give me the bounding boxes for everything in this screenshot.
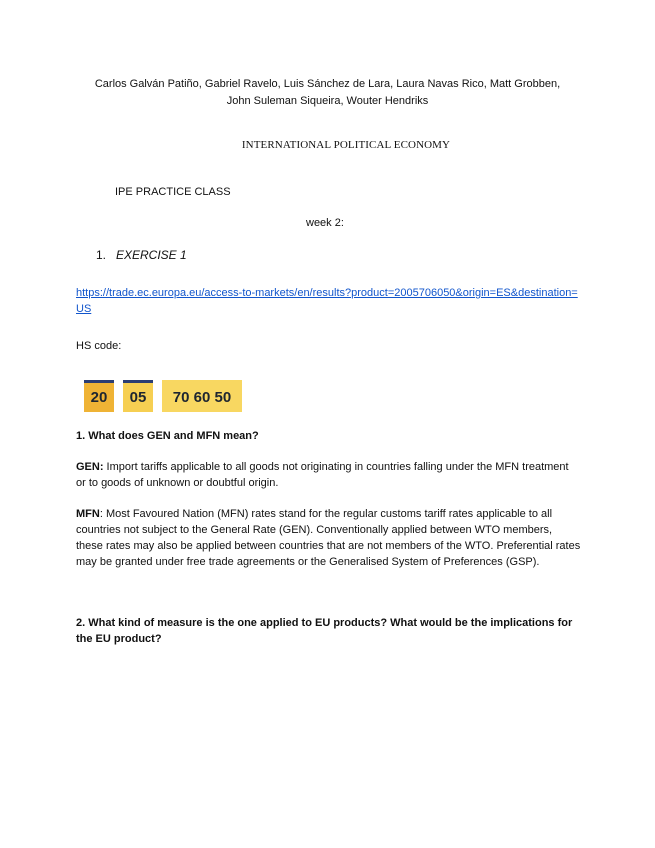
hs-code-heading: 05	[123, 380, 153, 412]
course-title: INTERNATIONAL POLITICAL ECONOMY	[241, 139, 451, 151]
question-2: 2. What kind of measure is the one applied to EU products? What would be the implications for the EU product?	[76, 617, 573, 645]
hs-code-subheading: 70 60 50	[162, 380, 242, 412]
gen-term: GEN:	[76, 461, 104, 473]
authors-line-1: Carlos Galván Patiño, Gabriel Ravelo, Luis Sánchez de Lara, Laura Navas Rico, Matt Grobben,	[94, 78, 561, 90]
gen-text: Import tariffs applicable to all goods not originating in countries falling under the MFN treatment or to goods of unknown or doubtful origin.	[76, 461, 569, 489]
exercise-number: 1.	[96, 248, 107, 262]
mfn-text: : Most Favoured Nation (MFN) rates stand for the regular customs tariff rates applicable to all countries not subject to the General Rate (GEN). Conventionally applied between WTO members, these rates may also be applied between countries that are not members of the WTO. Preferential rates may be granted under free trade agreements or the Generalised System of Preferences (GSP).	[76, 508, 581, 568]
gen-definition	[76, 459, 581, 491]
exercise-title: EXERCISE 1	[116, 248, 187, 262]
mfn-term: MFN	[76, 508, 100, 520]
mfn-definition	[76, 506, 581, 570]
hs-code-label: HS code:	[76, 340, 122, 352]
week-label: week 2:	[306, 217, 344, 229]
hs-code-chapter: 20	[84, 380, 114, 412]
authors-line-2: John Suleman Siqueira, Wouter Hendriks	[226, 95, 429, 107]
access-to-markets-link[interactable]: https://trade.ec.europa.eu/access-to-markets/en/results?product=2005706050&origin=ES&destination=US	[76, 287, 578, 315]
practice-class-heading: IPE PRACTICE CLASS	[115, 186, 231, 198]
authors	[40, 76, 615, 110]
question-1: 1. What does GEN and MFN mean?	[76, 430, 259, 442]
exercise-heading	[96, 248, 187, 262]
